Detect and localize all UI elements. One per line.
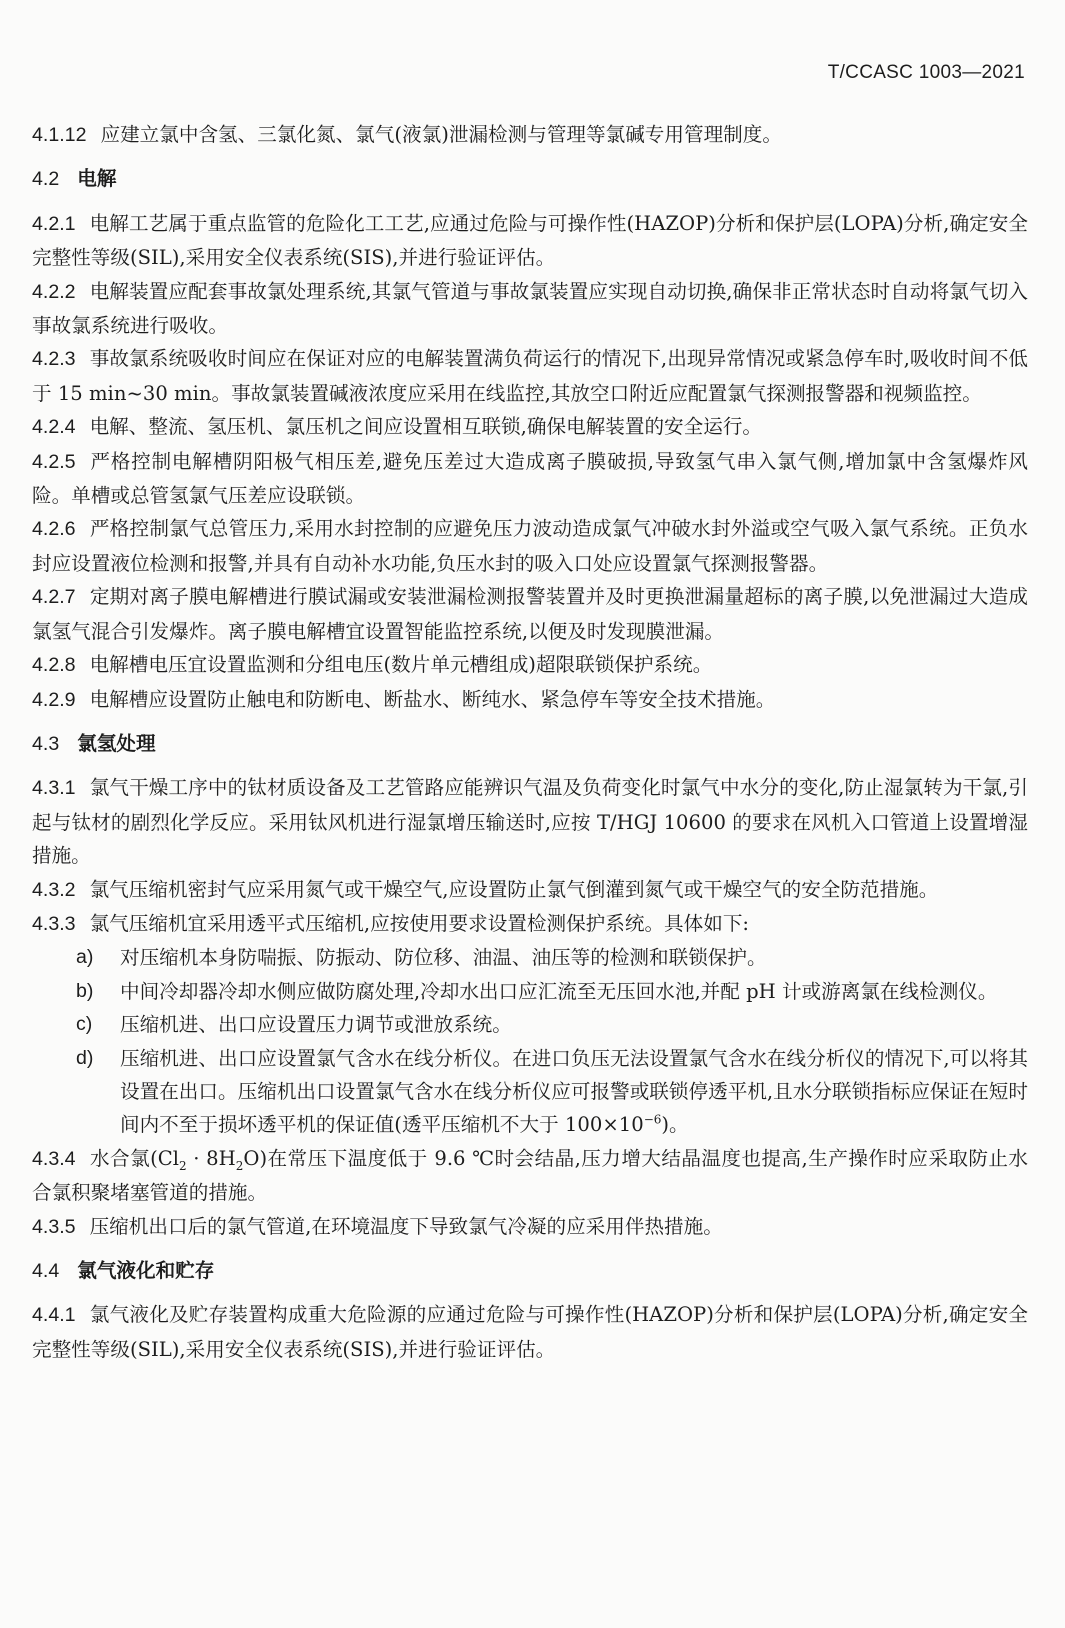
clause-text: 严格控制电解槽阴阳极气相压差,避免压差过大造成离子膜破损,导致氢气串入氯气侧,增加氯中含氢爆炸风险。单槽或总管氢氯气压差应设联锁。 <box>32 449 1028 508</box>
section-number: 4.4 <box>32 1260 60 1282</box>
clause-4-3-5 <box>32 1210 1028 1244</box>
section-heading-4-3 <box>32 727 1028 761</box>
clause-text: 电解工艺属于重点监管的危险化工工艺,应通过危险与可操作性(HAZOP)分析和保护层(LOPA)分析,确定安全完整性等级(SIL),采用安全仪表系统(SIS),并进行验证评估。 <box>32 211 1028 270</box>
subscript: 2 <box>235 1158 244 1173</box>
list-item-text: 中间冷却器冷却水侧应做防腐处理,冷却水出口应汇流至无压回水池,并配 pH 计或游离氯在线检测仪。 <box>120 979 998 1003</box>
clause-number: 4.4.1 <box>32 1304 76 1327</box>
list-marker: c) <box>76 1013 93 1036</box>
clause-text: 压缩机出口后的氯气管道,在环境温度下导致氯气冷凝的应采用伴热措施。 <box>89 1214 723 1238</box>
clause-number: 4.3.4 <box>32 1147 76 1170</box>
clause-number: 4.3.1 <box>32 777 76 800</box>
clause-text: O)在常压下温度低于 9.6 ℃时会结晶,压力增大结晶温度也提高,生产操作时应采取防止水合氯积聚堵塞管道的措施。 <box>32 1146 1029 1205</box>
list-marker: a) <box>76 946 94 969</box>
list-item-text: 压缩机进、出口应设置氯气含水在线分析仪。在进口负压无法设置氯气含水在线分析仪的情况下,可以将其设置在出口。压缩机出口设置氯气含水在线分析仪应可报警或联锁停透平机,且水分联锁指标应保证在短时间内不至于损坏透平机的保证值(透平压缩机不大于 100× <box>120 1046 1028 1137</box>
section-heading-4-2 <box>32 162 1028 196</box>
list-item-d <box>32 1042 1028 1142</box>
clause-text: 电解、整流、氢压机、氯压机之间应设置相互联锁,确保电解装置的安全运行。 <box>89 415 763 439</box>
clause-4-2-5 <box>32 445 1028 513</box>
clause-text: 电解槽电压宜设置监测和分组电压(数片单元槽组成)超限联锁保护系统。 <box>89 653 713 677</box>
clause-text: 严格控制氯气总管压力,采用水封控制的应避免压力波动造成氯气冲破水封外溢或空气吸入氯气系统。正负水封应设置液位检测和报警,并具有自动补水功能,负压水封的吸入口处应设置氯气探测报警器。 <box>32 517 1028 575</box>
clause-4-2-2 <box>32 275 1028 343</box>
clause-text: 定期对离子膜电解槽进行膜试漏或安装泄漏检测报警装置并及时更换泄漏量超标的离子膜,以免泄漏过大造成氯氢气混合引发爆炸。离子膜电解槽宜设置智能监控系统,以便及时发现膜泄漏。 <box>32 585 1028 643</box>
clause-number: 4.1.12 <box>32 124 87 146</box>
clause-text: 氯气压缩机密封气应采用氮气或干燥空气,应设置防止氯气倒灌到氮气或干燥空气的安全防范措施。 <box>89 877 939 901</box>
clause-4-4-1 <box>32 1298 1028 1366</box>
clause-4-2-3 <box>32 342 1028 410</box>
clause-number: 4.2.2 <box>32 280 76 303</box>
list-item-tail: )。 <box>661 1113 689 1137</box>
clause-4-3-3 <box>32 907 1028 941</box>
clause-4-2-1 <box>32 207 1028 275</box>
list-item-text: 压缩机进、出口应设置压力调节或泄放系统。 <box>120 1013 512 1037</box>
clause-text: 电解装置应配套事故氯处理系统,其氯气管道与事故氯装置应实现自动切换,确保非正常状态时自动将氯气切入事故氯系统进行吸收。 <box>32 279 1028 338</box>
clause-4-3-4 <box>32 1142 1028 1210</box>
clause-text: 氯气压缩机宜采用透平式压缩机,应按使用要求设置检测保护系统。具体如下: <box>89 911 750 935</box>
clause-number: 4.2.4 <box>32 416 76 439</box>
section-title: 电解 <box>77 167 117 191</box>
clause-text: 应建立氯中含氢、三氯化氮、氯气(液氯)泄漏检测与管理等氯碱专用管理制度。 <box>100 123 782 146</box>
list-marker: d) <box>76 1046 94 1069</box>
clause-4-3-1 <box>32 771 1028 872</box>
clause-4-2-8 <box>32 648 1028 682</box>
clause-4-3-2 <box>32 873 1028 907</box>
section-heading-4-4 <box>32 1254 1028 1288</box>
clause-4-2-4 <box>32 410 1028 444</box>
section-number: 4.3 <box>32 732 60 755</box>
clause-4-2-7 <box>32 580 1028 648</box>
list-item-b <box>32 975 1028 1008</box>
standard-code: T/CCASC 1003—2021 <box>827 62 1025 83</box>
clause-text: 事故氯系统吸收时间应在保证对应的电解装置满负荷运行的情况下,出现异常情况或紧急停车时,吸收时间不低于 15 min~30 min。事故氯装置碱液浓度应采用在线监控,其放空口附近应配置氯气探测报警器和视频监控。 <box>32 347 1028 405</box>
section-title: 氯气液化和贮存 <box>77 1259 215 1282</box>
exponent-base: 10 <box>618 1113 644 1137</box>
clause-number: 4.2.8 <box>32 654 76 677</box>
clause-number: 4.2.5 <box>32 450 76 473</box>
document-body <box>32 118 1028 1366</box>
clause-4-2-9 <box>32 683 1028 717</box>
clause-4-2-6 <box>32 512 1028 580</box>
list-item-text: 对压缩机本身防喘振、防振动、防位移、油温、油压等的检测和联锁保护。 <box>120 946 767 970</box>
clause-number: 4.3.2 <box>32 878 76 901</box>
section-number: 4.2 <box>32 168 60 191</box>
clause-number: 4.2.9 <box>32 688 76 711</box>
clause-text: · 8H <box>186 1146 236 1170</box>
clause-text: 电解槽应设置防止触电和防断电、断盐水、断纯水、紧急停车等安全技术措施。 <box>89 687 776 711</box>
list-item-c <box>32 1008 1028 1041</box>
clause-number: 4.2.3 <box>32 348 76 371</box>
list-marker: b) <box>76 979 94 1002</box>
clause-text: 氯气液化及贮存装置构成重大危险源的应通过危险与可操作性(HAZOP)分析和保护层(LOPA)分析,确定安全完整性等级(SIL),采用安全仪表系统(SIS),并进行验证评估。 <box>32 1303 1028 1361</box>
clause-4-1-12 <box>32 118 1028 152</box>
clause-number: 4.2.6 <box>32 518 76 541</box>
section-title: 氯氢处理 <box>77 731 156 755</box>
clause-number: 4.2.7 <box>32 586 76 609</box>
clause-text: 水合氯(Cl <box>89 1146 179 1170</box>
clause-number: 4.3.3 <box>32 912 76 935</box>
exponent: −6 <box>643 1112 662 1127</box>
subscript: 2 <box>179 1158 187 1173</box>
clause-number: 4.3.5 <box>32 1215 76 1238</box>
clause-number: 4.2.1 <box>32 212 76 235</box>
list-item-a <box>32 941 1028 974</box>
clause-text: 氯气干燥工序中的钛材质设备及工艺管路应能辨识气温及负荷变化时氯气中水分的变化,防止湿氯转为干氯,引起与钛材的剧烈化学反应。采用钛风机进行湿氯增压输送时,应按 T/HGJ 10600 的要求在风机入口管道上设置增湿措施。 <box>32 776 1028 868</box>
